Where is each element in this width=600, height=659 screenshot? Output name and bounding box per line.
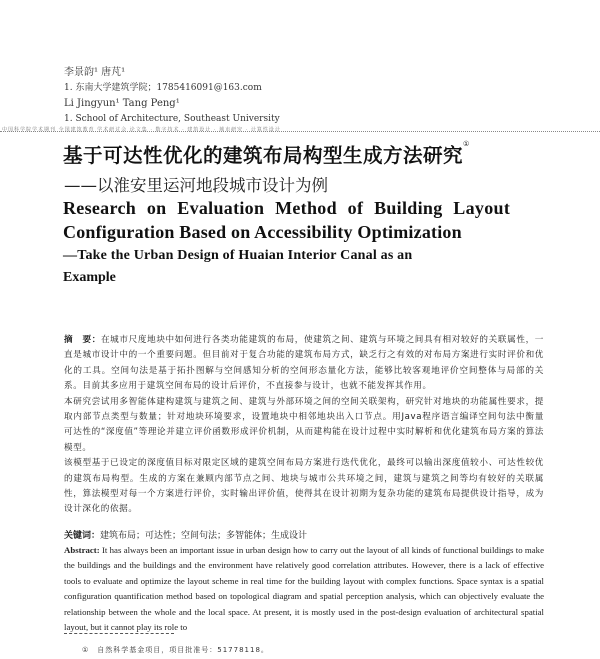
header-rule-text: 中国科学院学术期刊 全国建筑教育 学术研讨会 论文集 · 数字技术 · 建筑设计 · 城市研究 · 计算性设计 bbox=[2, 127, 281, 133]
keywords bbox=[64, 528, 307, 541]
subtitle-cn: ——以淮安里运河地段城市设计为例 bbox=[64, 176, 328, 195]
abstract-en-p bbox=[64, 543, 544, 635]
title-en-line1: Research on Evaluation Method of Building Layout bbox=[63, 198, 511, 218]
abstract-cn-p1 bbox=[64, 333, 544, 395]
abstract-cn-label: 摘 要： bbox=[64, 335, 101, 345]
footnote-divider bbox=[64, 633, 174, 634]
subtitle-en-line2: Example bbox=[63, 270, 116, 285]
title-cn bbox=[63, 140, 470, 168]
title-cn-text: 基于可达性优化的建筑布局构型生成方法研究 bbox=[63, 144, 464, 167]
abstract-cn bbox=[64, 333, 544, 518]
abstract-en-text: It has always been an important issue in urban design how to carry out the layout of all kinds of functional buildings to make the buildings and the buildings and the environment have relatively good correlation attributes. However, there is a lack of effective tools to evaluate and optimize the layout scheme in real time for the building layout with complex functions. Space syntax is a spatial configuration quantification method based on topological diagram and spatial perception analysis, which can objectively evaluate the relationship between the whole and the local space. At present, it is mostly used in the post-design evaluation of architectural spatial layout, but it cannot play its role to bbox=[64, 545, 544, 633]
keywords-label: 关键词： bbox=[64, 531, 101, 541]
subtitle-en-line1: —Take the Urban Design of Huaian Interior Canal as an bbox=[63, 248, 413, 263]
abstract-cn-p3: 该模型基于已设定的深度值目标对限定区域的建筑空间布局方案进行迭代优化，最终可以输出深度值较小、可达性较优的建筑布局构型。生成的方案在兼顾内部节点之间、地块与城市公共环境之间，建筑与建筑之间等均有较好的关联属性，算法模型对每一个方案进行评价，实时输出评价值，使得其在设计初期为复杂功能的建筑布局提供设计指导，成为设计深化的依据。 bbox=[64, 458, 544, 515]
affiliation-en: 1. School of Architecture, Southeast University bbox=[64, 114, 280, 124]
title-footnote-mark: ① bbox=[463, 140, 470, 148]
abstract-cn-p1-text: 在城市尺度地块中如何进行各类功能建筑的布局，使建筑之间、建筑与环境之间具有相对较好的关联属性，一直是城市设计中的一个重要问题。但目前对于复合功能的建筑布局方式，缺乏行之有效的对布局方案进行实时评价和优化的工具。空间句法是基于拓扑图解与空间感知分析的空间形态量化方法，能够比较客观地评价空间整体与局部的关系。目前其多应用于建筑空间布局的设计后评价，不直接参与设计，也就不能发挥其作用。 bbox=[64, 335, 544, 392]
keywords-text: 建筑布局；可达性；空间句法；多智能体；生成设计 bbox=[100, 531, 308, 541]
title-en-line2: Configuration Based on Accessibility Optimization bbox=[63, 222, 462, 242]
abstract-en bbox=[64, 543, 544, 635]
authors-en: Li Jingyun¹ Tang Peng¹ bbox=[64, 98, 180, 109]
abstract-en-label: Abstract: bbox=[64, 545, 100, 555]
authors-cn: 李景韵¹ 唐芃¹ bbox=[64, 67, 126, 78]
affiliation-cn: 1. 东南大学建筑学院；1785416091@163.com bbox=[64, 83, 262, 93]
footnote: ① 自然科学基金项目，项目批准号：51778118。 bbox=[82, 646, 269, 654]
abstract-cn-p2: 本研究尝试用多智能体建构建筑与建筑之间、建筑与外部环境之间的空间关联架构，研究针对地块的功能属性要求，提取内部节点类型与数量；针对地块环境要求，设置地块中相邻地块出入口节点。用Java程序语言编译空间句法中衡量可达性的“深度值”等理论并建立评价函数形成评价机制，从而建构能在设计过程中实时解析和优化建筑布局方案的算法模型。 bbox=[64, 396, 544, 453]
